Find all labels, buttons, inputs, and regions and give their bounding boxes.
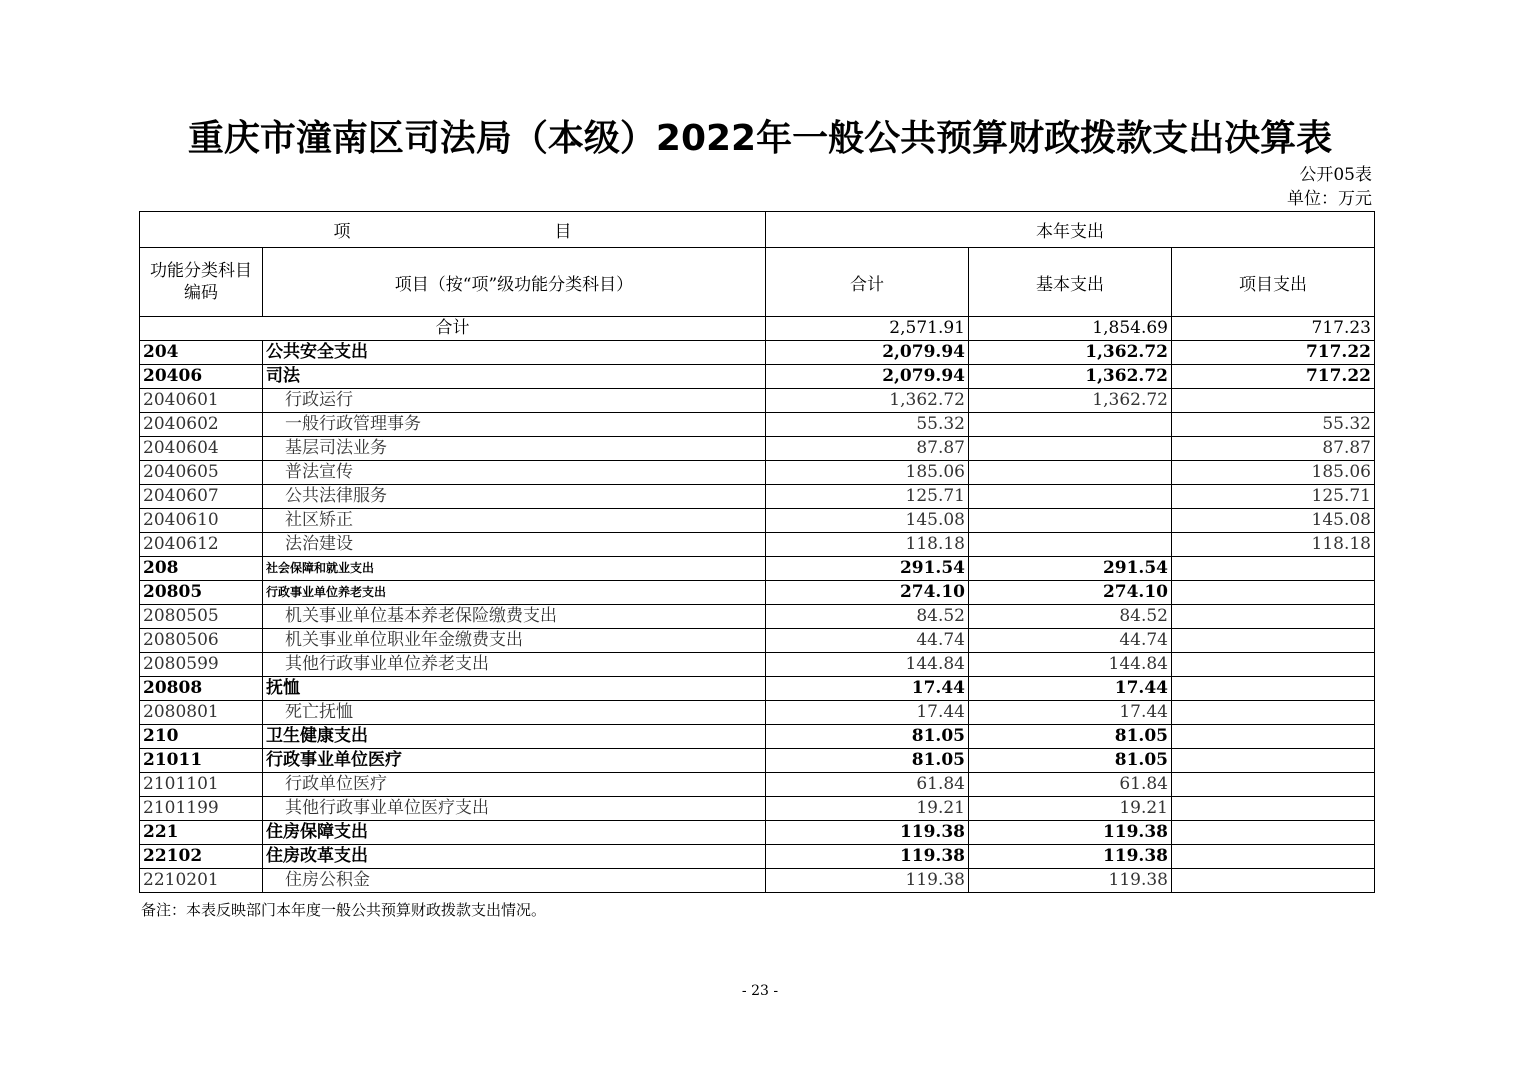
row-project: 87.87 bbox=[1172, 437, 1375, 461]
row-total: 87.87 bbox=[766, 437, 969, 461]
table-row bbox=[140, 605, 1375, 629]
table-row bbox=[140, 677, 1375, 701]
row-code: 2101101 bbox=[140, 773, 263, 797]
row-total: 17.44 bbox=[766, 701, 969, 725]
row-basic: 1,362.72 bbox=[969, 389, 1172, 413]
row-name: 机关事业单位职业年金缴费支出 bbox=[263, 629, 766, 653]
row-total: 291.54 bbox=[766, 557, 969, 581]
row-project: 185.06 bbox=[1172, 461, 1375, 485]
row-name: 行政事业单位医疗 bbox=[263, 749, 766, 773]
row-name: 公共法律服务 bbox=[263, 485, 766, 509]
row-code: 2040601 bbox=[140, 389, 263, 413]
row-total: 274.10 bbox=[766, 581, 969, 605]
row-basic: 17.44 bbox=[969, 701, 1172, 725]
table-row bbox=[140, 413, 1375, 437]
row-name: 机关事业单位基本养老保险缴费支出 bbox=[263, 605, 766, 629]
row-name: 住房公积金 bbox=[263, 869, 766, 893]
row-code: 20808 bbox=[140, 677, 263, 701]
row-code: 22102 bbox=[140, 845, 263, 869]
table-row bbox=[140, 509, 1375, 533]
row-code: 2101199 bbox=[140, 797, 263, 821]
row-name: 基层司法业务 bbox=[263, 437, 766, 461]
row-project: 118.18 bbox=[1172, 533, 1375, 557]
row-total: 55.32 bbox=[766, 413, 969, 437]
header-code: 功能分类科目编码 bbox=[140, 248, 263, 317]
table-row bbox=[140, 581, 1375, 605]
row-total: 81.05 bbox=[766, 749, 969, 773]
row-basic: 1,362.72 bbox=[969, 365, 1172, 389]
row-basic: 81.05 bbox=[969, 725, 1172, 749]
table-row bbox=[140, 533, 1375, 557]
header-total: 合计 bbox=[766, 248, 969, 317]
row-name: 住房保障支出 bbox=[263, 821, 766, 845]
row-basic bbox=[969, 485, 1172, 509]
row-code: 204 bbox=[140, 341, 263, 365]
row-basic: 84.52 bbox=[969, 605, 1172, 629]
header-basic: 基本支出 bbox=[969, 248, 1172, 317]
row-code: 2080505 bbox=[140, 605, 263, 629]
row-name: 普法宣传 bbox=[263, 461, 766, 485]
total-total: 2,571.91 bbox=[766, 317, 969, 341]
row-code: 2080801 bbox=[140, 701, 263, 725]
row-project bbox=[1172, 653, 1375, 677]
row-total: 2,079.94 bbox=[766, 365, 969, 389]
row-name: 行政运行 bbox=[263, 389, 766, 413]
row-total: 19.21 bbox=[766, 797, 969, 821]
row-basic bbox=[969, 461, 1172, 485]
row-total: 1,362.72 bbox=[766, 389, 969, 413]
row-project bbox=[1172, 557, 1375, 581]
header-project: 项目支出 bbox=[1172, 248, 1375, 317]
row-code: 2040602 bbox=[140, 413, 263, 437]
row-total: 44.74 bbox=[766, 629, 969, 653]
table-row bbox=[140, 437, 1375, 461]
table-row bbox=[140, 557, 1375, 581]
header-item: 项 目 bbox=[140, 212, 766, 248]
table-row bbox=[140, 797, 1375, 821]
total-basic: 1,854.69 bbox=[969, 317, 1172, 341]
row-basic bbox=[969, 533, 1172, 557]
header-current-year: 本年支出 bbox=[766, 212, 1375, 248]
form-number: 公开05表 bbox=[1299, 165, 1372, 185]
total-project: 717.23 bbox=[1172, 317, 1375, 341]
row-code: 2040604 bbox=[140, 437, 263, 461]
row-project: 55.32 bbox=[1172, 413, 1375, 437]
row-code: 2040612 bbox=[140, 533, 263, 557]
row-basic bbox=[969, 413, 1172, 437]
table-row bbox=[140, 701, 1375, 725]
table-row bbox=[140, 749, 1375, 773]
row-project bbox=[1172, 821, 1375, 845]
row-name: 抚恤 bbox=[263, 677, 766, 701]
table-row bbox=[140, 629, 1375, 653]
row-basic: 119.38 bbox=[969, 869, 1172, 893]
row-basic: 81.05 bbox=[969, 749, 1172, 773]
table-row bbox=[140, 653, 1375, 677]
row-code: 2080506 bbox=[140, 629, 263, 653]
row-project bbox=[1172, 725, 1375, 749]
row-name: 行政单位医疗 bbox=[263, 773, 766, 797]
row-name: 社区矫正 bbox=[263, 509, 766, 533]
row-name: 司法 bbox=[263, 365, 766, 389]
table-row bbox=[140, 773, 1375, 797]
row-total: 17.44 bbox=[766, 677, 969, 701]
row-code: 20406 bbox=[140, 365, 263, 389]
row-code: 2040607 bbox=[140, 485, 263, 509]
row-code: 210 bbox=[140, 725, 263, 749]
table-row bbox=[140, 725, 1375, 749]
row-project bbox=[1172, 389, 1375, 413]
page-number: - 23 - bbox=[741, 983, 779, 999]
row-project: 125.71 bbox=[1172, 485, 1375, 509]
row-basic bbox=[969, 437, 1172, 461]
row-name: 其他行政事业单位养老支出 bbox=[263, 653, 766, 677]
row-project bbox=[1172, 629, 1375, 653]
row-project bbox=[1172, 701, 1375, 725]
row-basic: 17.44 bbox=[969, 677, 1172, 701]
table-row bbox=[140, 461, 1375, 485]
row-basic: 144.84 bbox=[969, 653, 1172, 677]
row-basic: 291.54 bbox=[969, 557, 1172, 581]
expenditure-table bbox=[139, 211, 1375, 893]
row-project bbox=[1172, 605, 1375, 629]
table-row bbox=[140, 485, 1375, 509]
total-label: 合计 bbox=[140, 317, 766, 341]
row-basic: 1,362.72 bbox=[969, 341, 1172, 365]
row-project bbox=[1172, 869, 1375, 893]
row-basic bbox=[969, 509, 1172, 533]
row-code: 21011 bbox=[140, 749, 263, 773]
row-project bbox=[1172, 677, 1375, 701]
row-name: 社会保障和就业支出 bbox=[263, 557, 766, 581]
table-row bbox=[140, 365, 1375, 389]
row-code: 2080599 bbox=[140, 653, 263, 677]
row-total: 118.18 bbox=[766, 533, 969, 557]
row-total: 2,079.94 bbox=[766, 341, 969, 365]
header-row-2 bbox=[140, 248, 1375, 317]
row-total: 119.38 bbox=[766, 845, 969, 869]
row-code: 20805 bbox=[140, 581, 263, 605]
row-project: 717.22 bbox=[1172, 341, 1375, 365]
row-name: 死亡抚恤 bbox=[263, 701, 766, 725]
row-project bbox=[1172, 773, 1375, 797]
row-basic: 19.21 bbox=[969, 797, 1172, 821]
row-name: 住房改革支出 bbox=[263, 845, 766, 869]
row-project: 717.22 bbox=[1172, 365, 1375, 389]
row-project bbox=[1172, 845, 1375, 869]
row-basic: 119.38 bbox=[969, 845, 1172, 869]
row-basic: 61.84 bbox=[969, 773, 1172, 797]
row-name: 公共安全支出 bbox=[263, 341, 766, 365]
row-name: 行政事业单位养老支出 bbox=[263, 581, 766, 605]
header-row-1 bbox=[140, 212, 1375, 248]
row-total: 81.05 bbox=[766, 725, 969, 749]
row-project bbox=[1172, 797, 1375, 821]
row-project: 145.08 bbox=[1172, 509, 1375, 533]
row-basic: 44.74 bbox=[969, 629, 1172, 653]
row-name: 其他行政事业单位医疗支出 bbox=[263, 797, 766, 821]
row-basic: 274.10 bbox=[969, 581, 1172, 605]
row-code: 2040610 bbox=[140, 509, 263, 533]
row-total: 84.52 bbox=[766, 605, 969, 629]
row-code: 2210201 bbox=[140, 869, 263, 893]
row-total: 145.08 bbox=[766, 509, 969, 533]
page-title: 重庆市潼南区司法局（本级）2022年一般公共预算财政拨款支出决算表 bbox=[187, 118, 1333, 159]
row-name: 一般行政管理事务 bbox=[263, 413, 766, 437]
footnote: 备注：本表反映部门本年度一般公共预算财政拨款支出情况。 bbox=[141, 901, 547, 919]
total-row bbox=[140, 317, 1375, 341]
table-row bbox=[140, 389, 1375, 413]
row-project bbox=[1172, 749, 1375, 773]
unit-label: 单位：万元 bbox=[1287, 189, 1372, 209]
row-total: 144.84 bbox=[766, 653, 969, 677]
row-project bbox=[1172, 581, 1375, 605]
row-name: 法治建设 bbox=[263, 533, 766, 557]
row-total: 61.84 bbox=[766, 773, 969, 797]
table-row bbox=[140, 845, 1375, 869]
row-total: 125.71 bbox=[766, 485, 969, 509]
row-code: 221 bbox=[140, 821, 263, 845]
row-total: 119.38 bbox=[766, 869, 969, 893]
row-basic: 119.38 bbox=[969, 821, 1172, 845]
table-row bbox=[140, 869, 1375, 893]
header-name: 项目（按“项”级功能分类科目） bbox=[263, 248, 766, 317]
table-row bbox=[140, 821, 1375, 845]
row-code: 208 bbox=[140, 557, 263, 581]
row-code: 2040605 bbox=[140, 461, 263, 485]
row-total: 185.06 bbox=[766, 461, 969, 485]
table-row bbox=[140, 341, 1375, 365]
row-name: 卫生健康支出 bbox=[263, 725, 766, 749]
row-total: 119.38 bbox=[766, 821, 969, 845]
